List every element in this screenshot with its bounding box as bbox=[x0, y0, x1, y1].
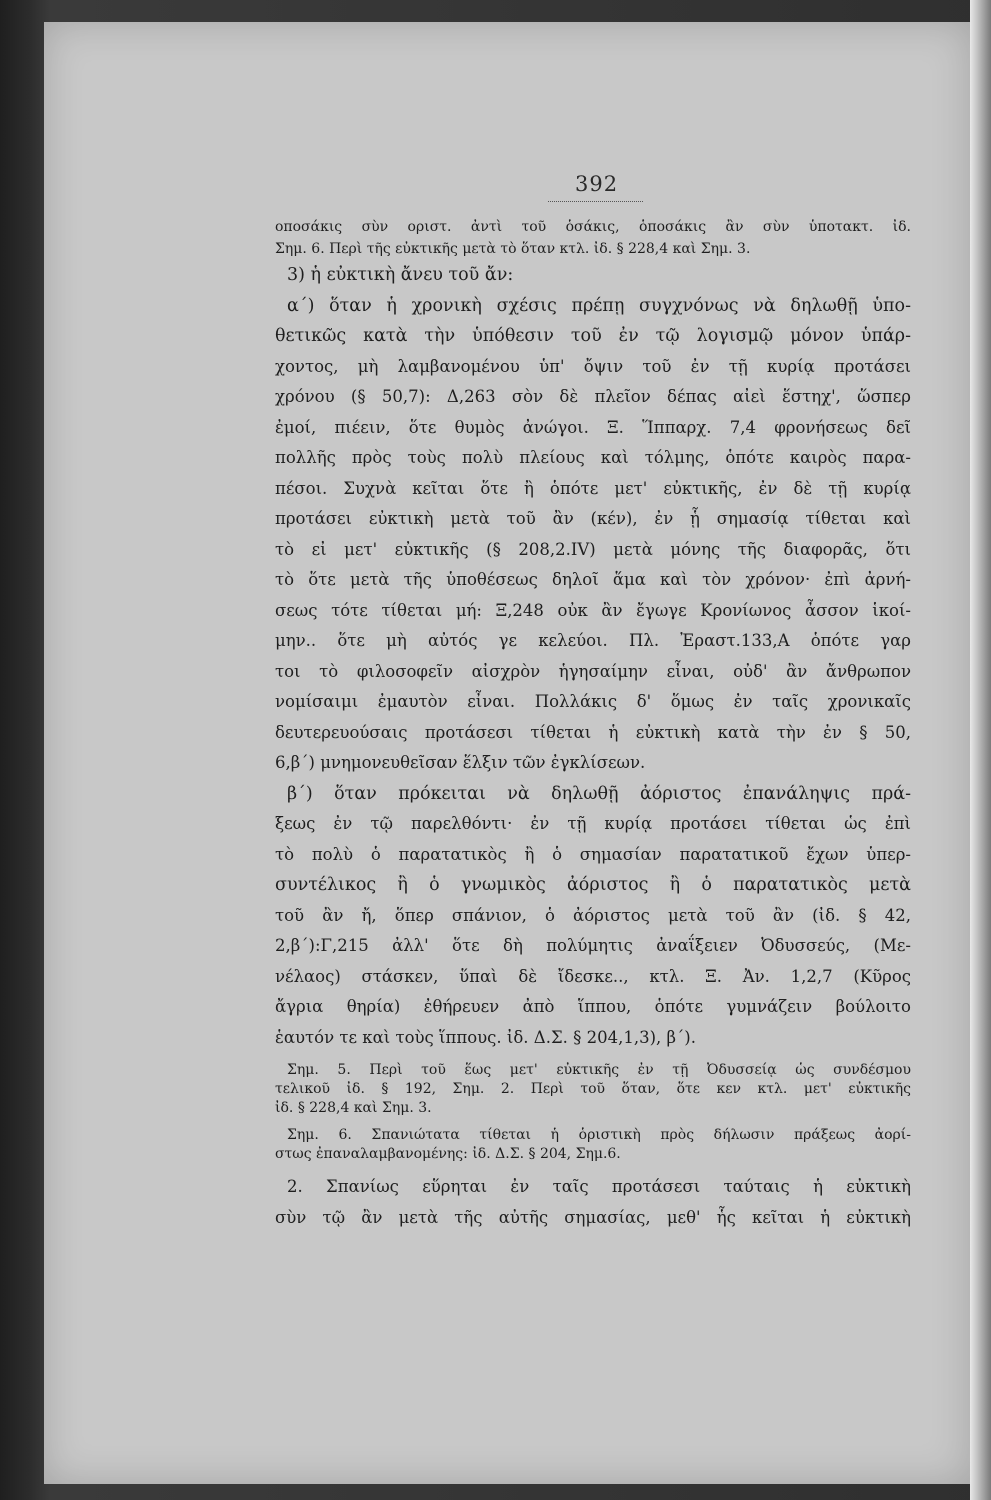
note-line: τελικοῦ ἰδ. § 192, Σημ. 2. Περὶ τοῦ ὅταν, ὅτε κεν κτλ. μετ' εὐκτικῆς bbox=[275, 1081, 911, 1097]
text-line: πολλῆς πρὸς τοὺς πολὺ πλείους καὶ τόλμης, ὁπότε καιρὸς παρα- bbox=[275, 448, 911, 467]
text-line: συντέλικος ἢ ὁ γνωμικὸς ἀόριστος ἢ ὁ παρατατικὸς μετὰ bbox=[275, 875, 911, 895]
text-line: σὺν τῷ ἂν μετὰ τῆς αὐτῆς σημασίας, μεθ' ἧς κεῖται ἡ εὐκτικὴ bbox=[275, 1207, 911, 1227]
page-number: 392 bbox=[575, 172, 619, 196]
text-line: χρόνου (§ 50,7): Δ,263 σὸν δὲ πλεῖον δέπας αἰεὶ ἕστηχ', ὥσπερ bbox=[275, 387, 911, 406]
text-line: ἐμοί, πιέειν, ὅτε θυμὸς ἀνώγοι. Ξ. Ἵππαρχ. 7,4 φρονήσεως δεῖ bbox=[275, 417, 911, 437]
text-line: δευτερευούσαις προτάσεσι τίθεται ἡ εὐκτικὴ κατὰ τὴν ἐν § 50, bbox=[275, 722, 911, 742]
page-edge bbox=[970, 0, 991, 1500]
text-line: σεως τότε τίθεται μή: Ξ,248 οὐκ ἂν ἔγωγε Κρονίωνος ἆσσον ἱκοί- bbox=[275, 600, 911, 620]
text-line: χοντος, μὴ λαμβανομένου ὑπ' ὄψιν τοῦ ἐν τῇ κυρίᾳ προτάσει bbox=[275, 356, 911, 376]
text-line: νέλαος) στάσκεν, ὕπαὶ δὲ ἴδεσκε.., κτλ. Ξ. Ἀν. 1,2,7 (Κῦρος bbox=[275, 966, 911, 986]
text-line: β΄) ὅταν πρόκειται νὰ δηλωθῇ ἀόριστος ἐπανάληψις πρά- bbox=[287, 783, 911, 804]
text-line: ἄγρια θηρία) ἐθήρευεν ἀπὸ ἵππου, ὁπότε γυμνάζειν βούλοιτο bbox=[275, 997, 911, 1016]
text-line: τὸ ὅτε μετὰ τῆς ὑποθέσεως δηλοῖ ἅμα καὶ τὸν χρόνον· ἐπὶ ἀρνή- bbox=[275, 570, 911, 589]
note-line: ἰδ. § 228,4 καὶ Σημ. 3. bbox=[275, 1100, 432, 1116]
text-line: τὸ πολὺ ὁ παρατατικὸς ἢ ὁ σημασίαν παρατατικοῦ ἔχων ὑπερ- bbox=[275, 844, 911, 864]
text-line: Σημ. 6. Περὶ τῆς εὐκτικῆς μετὰ τὸ ὅταν κτλ. ἰδ. § 228,4 καὶ Σημ. 3. bbox=[275, 241, 751, 257]
page-text bbox=[275, 216, 911, 1233]
text-line: τὸ εἰ μετ' εὐκτικῆς (§ 208,2.IV) μετὰ μόνης τῆς διαφορᾶς, ὅτι bbox=[275, 539, 911, 559]
text-line: 2,β΄):Γ,215 ἀλλ' ὅτε δὴ πολύμητις ἀναΐξειεν Ὀδυσσεύς, (Με- bbox=[275, 936, 911, 955]
text-line: νομίσαιμι ἐμαυτὸν εἶναι. Πολλάκις δ' ὅμως ἐν ταῖς χρονικαῖς bbox=[275, 692, 911, 711]
text-line: προτάσει εὐκτικὴ μετὰ τοῦ ἂν (κέν), ἐν ᾗ σημασίᾳ τίθεται καὶ bbox=[275, 509, 911, 528]
note-line: στως ἐπαναλαμβανομένης: ἰδ. Δ.Σ. § 204, Σημ.6. bbox=[275, 1146, 621, 1162]
text-line: οποσάκις σὺν οριστ. ἀντὶ τοῦ ὁσάκις, ὁποσάκις ἂν σὺν ὑποτακτ. ἰδ. bbox=[275, 219, 911, 235]
text-line: 6,β΄) μνημονευθεῖσαν ἕλξιν τῶν ἐγκλίσεων. bbox=[275, 753, 646, 772]
text-line: ἑαυτόν τε καὶ τοὺς ἵππους. ἰδ. Δ.Σ. § 204,1,3), β΄). bbox=[275, 1027, 696, 1047]
subsection-heading: 3) ἡ εὐκτικὴ ἄνευ τοῦ ἄν: bbox=[287, 265, 514, 285]
text-line: τοι τὸ φιλοσοφεῖν αἰσχρὸν ἡγησαίμην εἶναι, οὐδ' ἂν ἄνθρωπον bbox=[275, 661, 911, 681]
text-line: ξεως ἐν τῷ παρελθόντι· ἐν τῇ κυρίᾳ προτάσει τίθεται ὡς ἐπὶ bbox=[275, 814, 911, 833]
text-line: α΄) ὅταν ἡ χρονικὴ σχέσις πρέπῃ συγχνόνως νὰ δηλωθῇ ὑπο- bbox=[287, 295, 911, 316]
text-line: 2. Σπανίως εὕρηται ἐν ταῖς προτάσεσι ταύταις ἡ εὐκτικὴ bbox=[287, 1177, 911, 1196]
page-number-rule bbox=[548, 201, 643, 202]
text-line: μην.. ὅτε μὴ αὐτός γε κελεύοι. Πλ. Ἐραστ.133,Α ὁπότε γαρ bbox=[275, 631, 911, 650]
text-line: πέσοι. Συχνὰ κεῖται ὅτε ἢ ὁπότε μετ' εὐκτικῆς, ἐν δὲ τῇ κυρίᾳ bbox=[275, 478, 911, 498]
text-line: τοῦ ἂν ἤ, ὅπερ σπάνιον, ὁ ἀόριστος μετὰ τοῦ ἂν (ἰδ. § 42, bbox=[275, 905, 911, 925]
note-line: Σημ. 5. Περὶ τοῦ ἕως μετ' εὐκτικῆς ἐν τῇ Ὀδυσσείᾳ ὡς συνδέσμου bbox=[287, 1062, 911, 1078]
text-line: θετικῶς κατὰ τὴν ὑπόθεσιν τοῦ ἐν τῷ λογισμῷ μόνον ὑπάρ- bbox=[275, 326, 911, 346]
note-line: Σημ. 6. Σπανιώτατα τίθεται ἡ ὁριστικὴ πρὸς δήλωσιν πράξεως ἀορί- bbox=[287, 1127, 911, 1143]
